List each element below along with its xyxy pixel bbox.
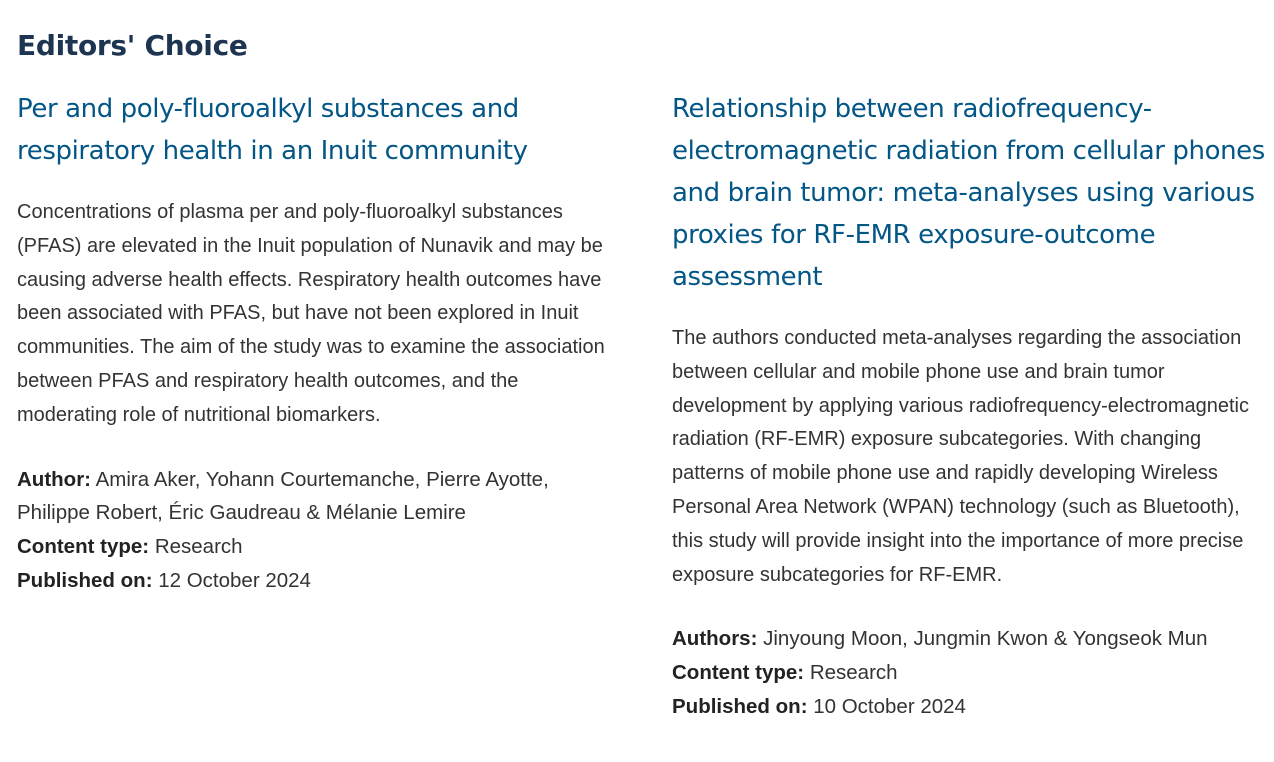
content-type-value: Research	[809, 661, 898, 685]
article-meta	[672, 622, 1272, 723]
article-meta	[17, 463, 617, 598]
authors-label: Author:	[17, 467, 92, 491]
published-value: 10 October 2024	[813, 694, 966, 718]
published-label: Published on:	[672, 694, 808, 718]
authors-value: Jinyoung Moon, Jungmin Kwon & Yongseok Mun	[763, 627, 1208, 651]
article-content-type-row	[672, 656, 1272, 690]
article-content-type-row	[17, 530, 617, 564]
article-published-row	[17, 564, 617, 598]
article-published-row	[672, 690, 1272, 724]
authors-label: Authors:	[672, 627, 758, 651]
article-title-link[interactable]: Relationship between radiofrequency-electromagnetic radiation from cellular phones and brain tumor: meta-analyses using various proxies for RF-EMR exposure-outcome assessment	[672, 94, 1265, 292]
published-label: Published on:	[17, 568, 153, 592]
article-authors-row	[17, 463, 617, 531]
article-authors-row	[672, 622, 1272, 656]
article-summary: The authors conducted meta-analyses regarding the association between cellular and mobile phone use and brain tumor development by applying various radiofrequency-electromagnetic radiation (RF-EMR) exposure subcategories. With changing patterns of mobile phone use and rapidly developing Wireless Personal Area Network (WPAN) technology (such as Bluetooth), this study will provide insight into the importance of more precise exposure subcategories for RF-EMR.	[672, 327, 1249, 586]
published-value: 12 October 2024	[158, 568, 311, 592]
article-card	[17, 88, 617, 598]
content-type-label: Content type:	[672, 661, 805, 685]
section-title: Editors' Choice	[17, 29, 248, 62]
article-summary: Concentrations of plasma per and poly-fluoroalkyl substances (PFAS) are elevated in the Inuit population of Nunavik and may be causing adverse health effects. Respiratory health outcomes have been associated with PFAS, but have not been explored in Inuit communities. The aim of the study was to examine the association between PFAS and respiratory health outcomes, and the moderating role of nutritional biomarkers.	[17, 201, 605, 426]
authors-value: Amira Aker, Yohann Courtemanche, Pierre Ayotte, Philippe Robert, Éric Gaudreau & Mélanie Lemire	[17, 467, 549, 525]
content-type-label: Content type:	[17, 535, 150, 559]
content-type-value: Research	[154, 535, 243, 559]
article-card	[672, 88, 1272, 724]
article-title-link[interactable]: Per and poly-fluoroalkyl substances and respiratory health in an Inuit community	[17, 94, 528, 166]
